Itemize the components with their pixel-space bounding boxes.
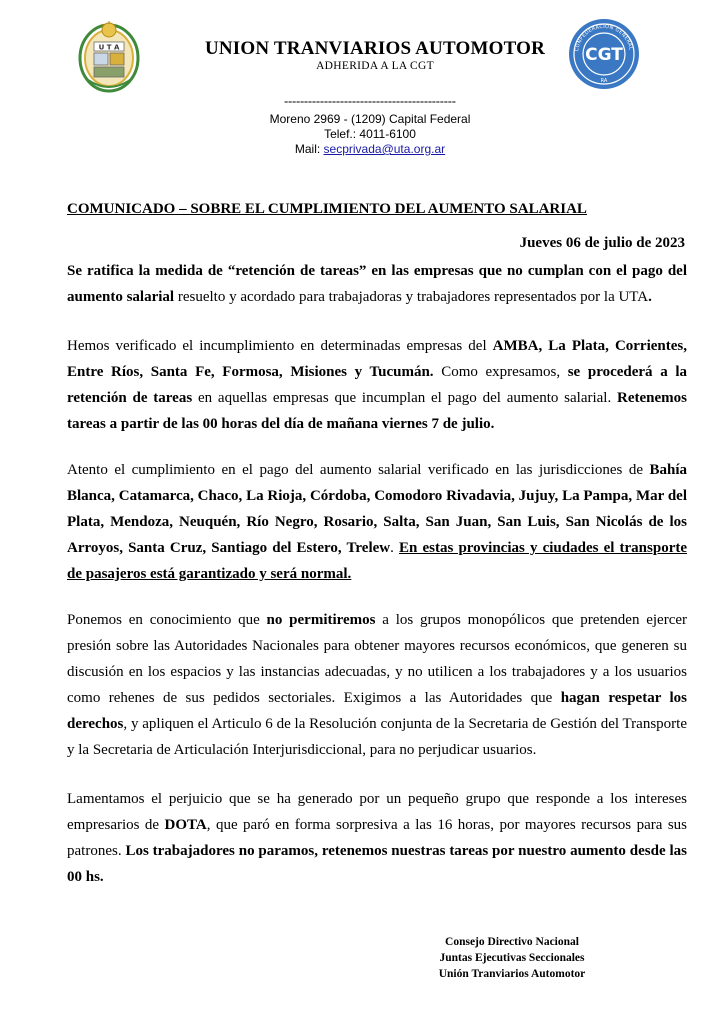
- p5-dota: DOTA: [164, 817, 207, 833]
- p2-text-e: en aquellas empresas que incumplan el pago del aumento salarial.: [192, 390, 618, 406]
- cgt-logo-text: CGT: [585, 45, 623, 65]
- p2-text-a: Hemos verificado el incumplimiento en determinadas empresas del: [67, 338, 493, 354]
- mail-line: [200, 142, 540, 156]
- p2-regions: AMBA, La Plata, Corrientes, Entre Ríos, Santa Fe, Formosa, Misiones y Tucumán.: [67, 338, 687, 380]
- p1-end: .: [648, 289, 652, 305]
- signature-line-1: Consejo Directivo Nacional: [445, 936, 579, 948]
- p2-text-c: Como expresamos,: [433, 364, 568, 380]
- document-date: Jueves 06 de julio de 2023: [519, 235, 685, 251]
- p1-bold: Se ratifica la medida de “retención de tareas” en las empresas que no cumplan con el pago del aumento salarial: [67, 263, 687, 305]
- cgt-ring-text: CONFEDERACION GENERAL: [574, 23, 634, 52]
- p5-text-a: Lamentamos el perjuicio que se ha generado por un pequeño grupo que responde a los intereses empresarios de: [67, 791, 687, 833]
- p1-text: resuelto y acordado para trabajadoras y trabajadores representados por la UTA: [174, 289, 649, 305]
- uta-logo-text: U T A: [98, 43, 120, 52]
- p2-bold-d: se procederá a la retención de tareas: [67, 364, 687, 406]
- p2-bold-f: Retenemos tareas a partir de las 00 horas del día de mañana viernes 7 de julio.: [67, 390, 687, 432]
- p3-text-c: .: [390, 540, 400, 556]
- phone-line: Telef.: 4011-6100: [324, 127, 416, 141]
- address-line: Moreno 2969 - (1209) Capital Federal: [269, 112, 471, 126]
- org-name: UNION TRANVIARIOS AUTOMOTOR: [204, 38, 546, 59]
- paragraph-4: [67, 607, 687, 763]
- p3-cities: Bahía Blanca, Catamarca, Chaco, La Rioja, Córdoba, Comodoro Rivadavia, Jujuy, La Pampa, Mar del Plata, Mendoza, Neuquén, Río Negro, Rosario, Salta, San Juan, San Luis, San Nicolás de los Arroyos, Santa Cruz, Santiago del Estero, Trelew: [67, 462, 687, 556]
- p5-bold-d: Los trabajadores no paramos, retenemos nuestras tareas por nuestro aumento desde las 00 hs.: [67, 843, 687, 885]
- p4-bold-d: hagan respetar los derechos: [67, 690, 688, 732]
- signature-block: [412, 934, 612, 982]
- p4-text-c: a los grupos monopólicos que pretenden ejercer presión sobre las Autoridades Nacionales para obtener mayores recursos económicos, que generen su discusión en los espacios y las instancias adecuadas, y no utilicen a los trabajadores y a los usuarios como rehenes de sus pedidos sectoriales. Exigimos a las Autoridades que: [67, 612, 688, 706]
- header-divider: -------------------------------------------: [284, 94, 456, 108]
- mail-label: Mail:: [294, 142, 321, 156]
- org-subtitle: ADHERIDA A LA CGT: [316, 60, 434, 72]
- paragraph-2: [67, 333, 687, 437]
- paragraph-3: [67, 457, 687, 587]
- signature-line-3: Unión Tranviarios Automotor: [438, 968, 586, 980]
- p3-guarantee: En estas provincias y ciudades el transporte de pasajeros está garantizado y será normal.: [67, 540, 688, 582]
- p5-text-c: , que paró en forma sorpresiva a las 16 horas, por mayores recursos para sus patrones.: [67, 817, 687, 859]
- paragraph-5: [67, 786, 687, 890]
- p4-text-a: Ponemos en conocimiento que: [67, 612, 267, 628]
- p4-text-e: , y apliquen el Articulo 6 de la Resolución conjunta de la Secretaria de Gestión del Transporte y la Secretaria de Articulación Interjurisdiccional, para no perjudicar usuarios.: [67, 716, 687, 758]
- cgt-logo-bottom: RA: [600, 78, 608, 84]
- document-title: COMUNICADO – SOBRE EL CUMPLIMIENTO DEL AUMENTO SALARIAL: [67, 201, 587, 217]
- mail-link[interactable]: secprivada@uta.org.ar: [323, 142, 446, 156]
- p3-text-a: Atento el cumplimiento en el pago del aumento salarial verificado en las jurisdicciones de: [67, 462, 650, 478]
- uta-logo: [78, 20, 140, 94]
- signature-line-2: Juntas Ejecutivas Seccionales: [439, 952, 585, 964]
- paragraph-1: [67, 258, 687, 310]
- p4-bold-b: no permitiremos: [266, 612, 376, 628]
